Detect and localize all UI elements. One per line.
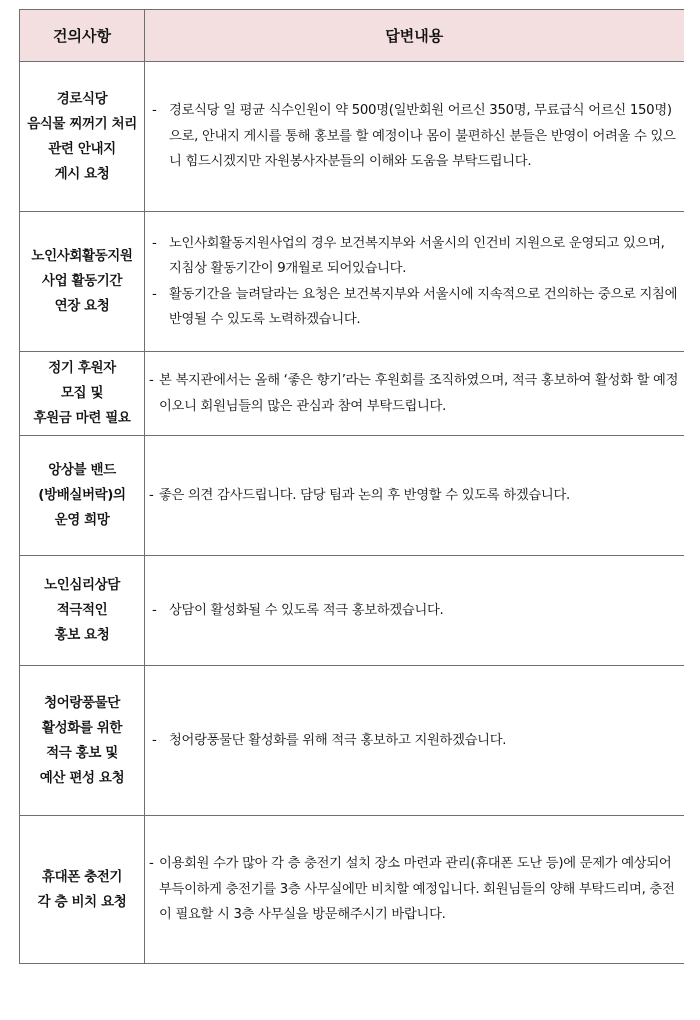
answer-item [149,598,680,624]
suggestion-line: 앙상블 밴드 [48,462,116,478]
suggestion-line: 노인심리상담 [44,577,120,593]
suggestion-cell [20,556,145,666]
answer-text: 이용회원 수가 많아 각 층 충전기 설치 장소 마련과 관리(휴대폰 도난 등)에 문제가 예상되어 부득이하게 충전기를 3층 사무실에만 비치할 예정입니다. 회원님들의 양해 부탁드리며, 충전이 필요할 시 3층 사무실을 방문해주시기 바랍니다. [159,856,675,923]
answer-cell [145,436,684,556]
answer-cell [145,62,684,212]
suggestion-line: 예산 편성 요청 [39,769,125,786]
suggestion-line: 사업 활동기간 [41,273,123,289]
suggestion-line: 연장 요청 [54,298,110,314]
suggestion-line: 청어랑풍물단 [44,694,120,711]
bullet-dash: - [149,856,154,872]
table-row [20,352,684,436]
table-row [20,666,684,816]
suggestion-cell [20,666,145,816]
suggestion-line: (방배실버락)의 [38,487,126,503]
answer-item [149,282,680,333]
answer-text: 경로식당 일 평균 식수인원이 약 500명(일반회원 어르신 350명, 무료급식 어르신 150명)으로, 안내지 게시를 통해 홍보를 할 예정이나 몸이 불편하신 분들은 반영이 어려울 수 있으니 힘드시겠지만 자원봉사자분들의 이해와 도움을 부탁드립니다. [169,103,676,170]
suggestion-cell [20,352,145,436]
suggestion-line: 홍보 요청 [54,627,110,643]
suggestion-line: 게시 요청 [54,165,110,182]
answer-item [149,98,680,175]
answer-item [149,231,680,282]
suggestion-cell [20,436,145,556]
suggestion-line: 적극적인 [56,602,108,618]
suggestion-line: 후원금 마련 필요 [33,410,131,426]
suggestion-line: 경로식당 [56,90,108,107]
answer-text: 상담이 활성화될 수 있도록 적극 홍보하겠습니다. [169,602,444,618]
bullet-dash: - [152,103,157,119]
table-row [20,436,684,556]
table-row [20,556,684,666]
bullet-dash: - [152,602,157,618]
suggestion-line: 노인사회활동지원 [31,248,133,264]
suggestion-line: 모집 및 [60,385,104,401]
answer-cell [145,352,684,436]
suggestion-line: 운영 희망 [54,512,110,528]
answer-item [149,368,680,419]
answer-item [149,483,680,509]
answer-text: 본 복지관에서는 올해 ‘좋은 향기’라는 후원회를 조직하였으며, 적극 홍보하여 활성화 할 예정이오니 회원님들의 많은 관심과 참여 부탁드립니다. [159,373,679,414]
qa-table [19,9,684,964]
answer-text: 노인사회활동지원사업의 경우 보건복지부와 서울시의 인건비 지원으로 운영되고 있으며, 지침상 활동기간이 9개월로 되어있습니다. [169,235,665,276]
bullet-dash: - [149,373,154,388]
table-row [20,62,684,212]
suggestion-cell [20,816,145,964]
suggestion-cell [20,212,145,352]
suggestion-line: 적극 홍보 및 [46,744,118,761]
answer-item [149,851,680,928]
bullet-dash: - [152,286,157,302]
answer-cell [145,666,684,816]
suggestion-line: 활성화를 위한 [41,719,123,736]
answer-text: 좋은 의견 감사드립니다. 담당 팀과 논의 후 반영할 수 있도록 하겠습니다. [159,487,570,503]
header-row [20,10,684,62]
suggestion-line: 휴대폰 충전기 [41,868,123,885]
table-row [20,212,684,352]
suggestion-line: 관련 안내지 [48,140,116,157]
answer-cell [145,556,684,666]
suggestion-line: 정기 후원자 [48,360,116,376]
bullet-dash: - [152,732,157,748]
suggestion-line: 각 층 비치 요청 [37,893,127,910]
suggestion-cell [20,62,145,212]
answer-cell [145,816,684,964]
answer-item [149,728,680,754]
header-answer: 답변내용 [145,10,684,62]
answer-text: 청어랑풍물단 활성화를 위해 적극 홍보하고 지원하겠습니다. [169,732,507,748]
suggestion-line: 음식물 찌꺼기 처리 [27,115,137,132]
answer-text: 활동기간을 늘려달라는 요청은 보건복지부와 서울시에 지속적으로 건의하는 중으로 지침에 반영될 수 있도록 노력하겠습니다. [169,286,678,327]
answer-cell [145,212,684,352]
table-row [20,816,684,964]
header-suggestion: 건의사항 [20,10,145,62]
bullet-dash: - [149,487,154,503]
bullet-dash: - [152,235,157,251]
